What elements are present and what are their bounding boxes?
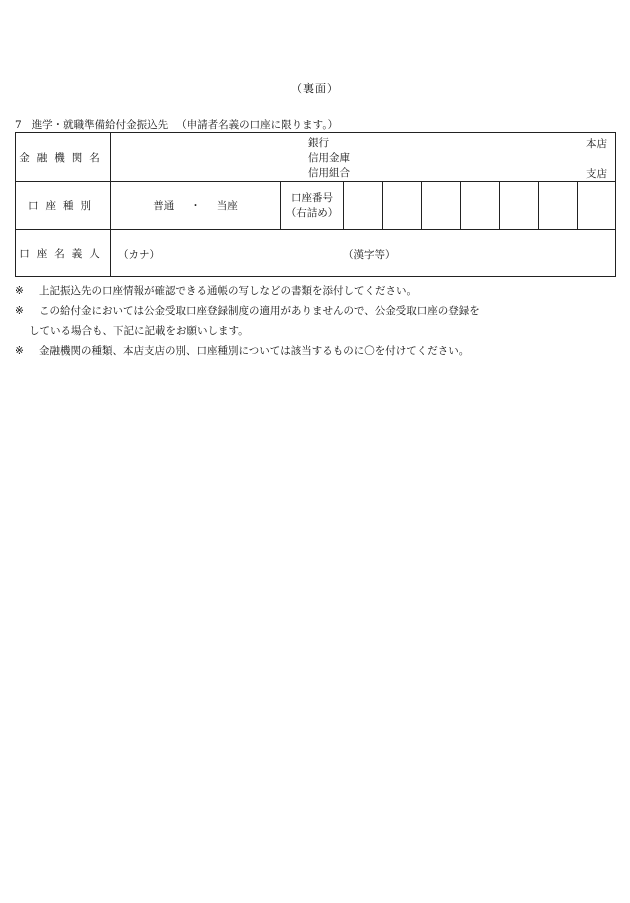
account-number-label <box>281 182 344 230</box>
bank-type-shinkin[interactable]: 信用金庫 <box>308 152 350 164</box>
section-number: 7 <box>15 119 22 131</box>
account-digit-7[interactable] <box>578 182 616 230</box>
account-number-label-line2: （右詰め） <box>285 206 339 219</box>
section-title: 進学・就職準備給付金振込先 <box>31 119 169 131</box>
note-3-text: 金融機関の種類、本店支店の別、口座種別については該当するものに〇を付けてください。 <box>39 345 470 357</box>
branch-office[interactable]: 支店 <box>586 168 608 180</box>
account-type-regular[interactable]: 普通 <box>153 200 175 212</box>
account-number-label-line1: 口座番号 <box>291 191 333 204</box>
account-type-row <box>16 182 616 230</box>
section-note: （申請者名義の口座に限ります。） <box>176 119 339 131</box>
bank-type-bank[interactable]: 銀行 <box>308 137 329 149</box>
account-digit-2[interactable] <box>383 182 422 230</box>
branch-head-office[interactable]: 本店 <box>586 138 608 150</box>
bank-name-field[interactable] <box>111 133 616 182</box>
holder-kanji-label: （漢字等） <box>343 249 396 261</box>
account-holder-row <box>16 230 616 277</box>
section-heading <box>15 117 338 132</box>
bank-name-row <box>16 133 616 182</box>
bank-transfer-table <box>15 132 616 277</box>
holder-kana-label: （カナ） <box>118 249 160 261</box>
note-1 <box>15 281 615 301</box>
note-mark: ※ <box>15 285 24 297</box>
note-mark: ※ <box>15 305 24 317</box>
note-3 <box>15 341 615 361</box>
bank-type-options <box>308 136 350 181</box>
account-digit-3[interactable] <box>422 182 461 230</box>
account-digit-5[interactable] <box>500 182 539 230</box>
page-side-label: （裏面） <box>291 82 339 95</box>
note-mark: ※ <box>15 345 24 357</box>
bank-type-shinkumi[interactable]: 信用組合 <box>308 167 350 179</box>
account-digit-1[interactable] <box>344 182 383 230</box>
account-type-field <box>111 182 281 230</box>
account-digit-6[interactable] <box>539 182 578 230</box>
account-holder-field[interactable] <box>111 230 616 277</box>
note-2-continued: している場合も、下記に記載をお願いします。 <box>29 325 249 337</box>
note-1-text: 上記振込先の口座情報が確認できる通帳の写しなどの書類を添付してください。 <box>39 285 417 297</box>
account-type-current[interactable]: 当座 <box>216 200 238 212</box>
note-2-text: この給付金においては公金受取口座登録制度の適用がありませんので、公金受取口座の登録を <box>39 305 480 317</box>
notes <box>15 281 615 361</box>
note-2 <box>15 301 615 321</box>
account-type-separator: ・ <box>190 200 201 212</box>
account-type-label: 口座種別 <box>16 182 111 230</box>
bank-name-label: 金融機関名 <box>16 133 111 182</box>
account-digit-4[interactable] <box>461 182 500 230</box>
account-holder-label: 口座名義人 <box>16 230 111 277</box>
